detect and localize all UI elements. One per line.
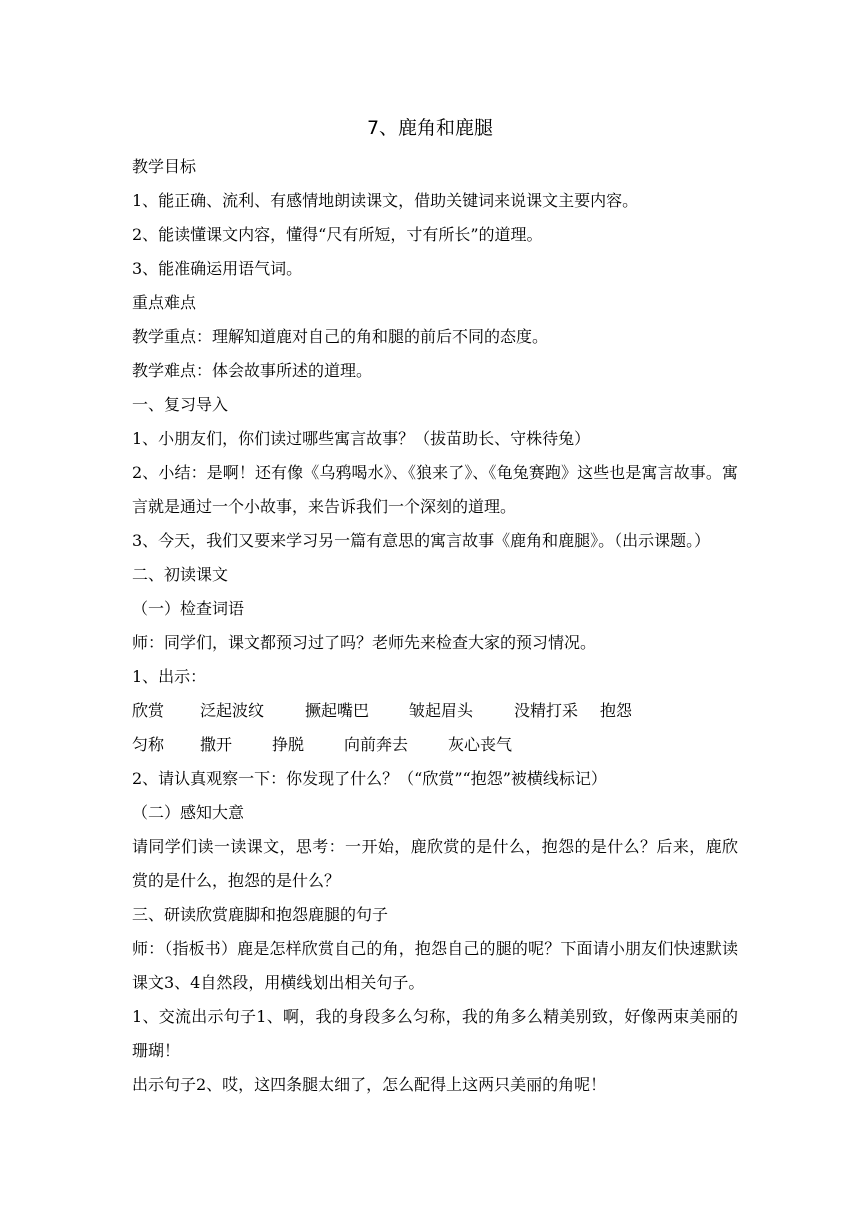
word: 撅起嘴巴 <box>305 701 370 720</box>
main-idea-question: 请同学们读一读课文，思考：一开始，鹿欣赏的是什么，抱怨的是什么？后来，鹿欣赏的是什么，抱怨的是什么？ <box>132 837 738 890</box>
section-review-intro: 一、复习导入 <box>132 395 229 414</box>
section-first-reading: 二、初读课文 <box>132 565 229 584</box>
observe-question: 2、请认真观察一下：你发现了什么？（“欣赏”“抱怨”被横线标记） <box>132 769 607 788</box>
review-item-2: 2、小结：是啊！还有像《乌鸦喝水》、《狼来了》、《龟兔赛跑》这些也是寓言故事。寓言就是通过一个小故事，来告诉我们一个深刻的道理。 <box>132 463 738 516</box>
teacher-check-line: 师：同学们，课文都预习过了吗？老师先来检查大家的预习情况。 <box>132 633 597 652</box>
word: 抱怨 <box>600 701 633 720</box>
vocabulary-row-2 <box>132 728 738 762</box>
goal-2: 2、能读懂课文内容，懂得“尺有所短，寸有所长”的道理。 <box>132 225 543 244</box>
review-item-1: 1、小朋友们，你们读过哪些寓言故事？（拔苗助长、守株待兔） <box>132 429 591 448</box>
sentence-1: 1、交流出示句子1、啊，我的身段多么匀称，我的角多么精美别致，好像两束美丽的珊瑚！ <box>132 1007 738 1060</box>
heading-key-points: 重点难点 <box>132 293 197 312</box>
goal-3: 3、能准确运用语气词。 <box>132 259 303 278</box>
word: 灰心丧气 <box>448 735 513 754</box>
word: 挣脱 <box>272 735 305 754</box>
difficult-point: 教学难点：体会故事所述的道理。 <box>132 361 373 380</box>
subsection-main-idea: （二）感知大意 <box>132 803 245 822</box>
word: 皱起眉头 <box>409 701 474 720</box>
document-title: 7、鹿角和鹿腿 <box>366 117 494 139</box>
review-item-3: 3、今天，我们又要来学习另一篇有意思的寓言故事《鹿角和鹿腿》。（出示课题。） <box>132 531 711 550</box>
word: 欣赏 <box>132 701 165 720</box>
section-study-sentences: 三、研读欣赏鹿脚和抱怨鹿腿的句子 <box>132 905 389 924</box>
word: 向前奔去 <box>344 735 409 754</box>
word: 泛起波纹 <box>200 701 265 720</box>
word: 没精打采 <box>514 701 579 720</box>
goal-1: 1、能正确、流利、有感情地朗读课文，借助关键词来说课文主要内容。 <box>132 191 639 210</box>
word: 撒开 <box>200 735 233 754</box>
key-point: 教学重点：理解知道鹿对自己的角和腿的前后不同的态度。 <box>132 327 549 346</box>
heading-teaching-goals: 教学目标 <box>132 157 197 176</box>
document-body <box>132 150 738 1102</box>
teacher-instruction: 师：（指板书）鹿是怎样欣赏自己的角，抱怨自己的腿的呢？下面请小朋友们快速默读课文3、4自然段，用横线划出相关句子。 <box>132 939 738 992</box>
word: 匀称 <box>132 735 165 754</box>
sentence-2: 出示句子2、哎，这四条腿太细了，怎么配得上这两只美丽的角呢！ <box>132 1075 607 1094</box>
subsection-check-words: （一）检查词语 <box>132 599 245 618</box>
vocabulary-row-1 <box>132 694 738 728</box>
show-words-label: 1、出示： <box>132 667 207 686</box>
